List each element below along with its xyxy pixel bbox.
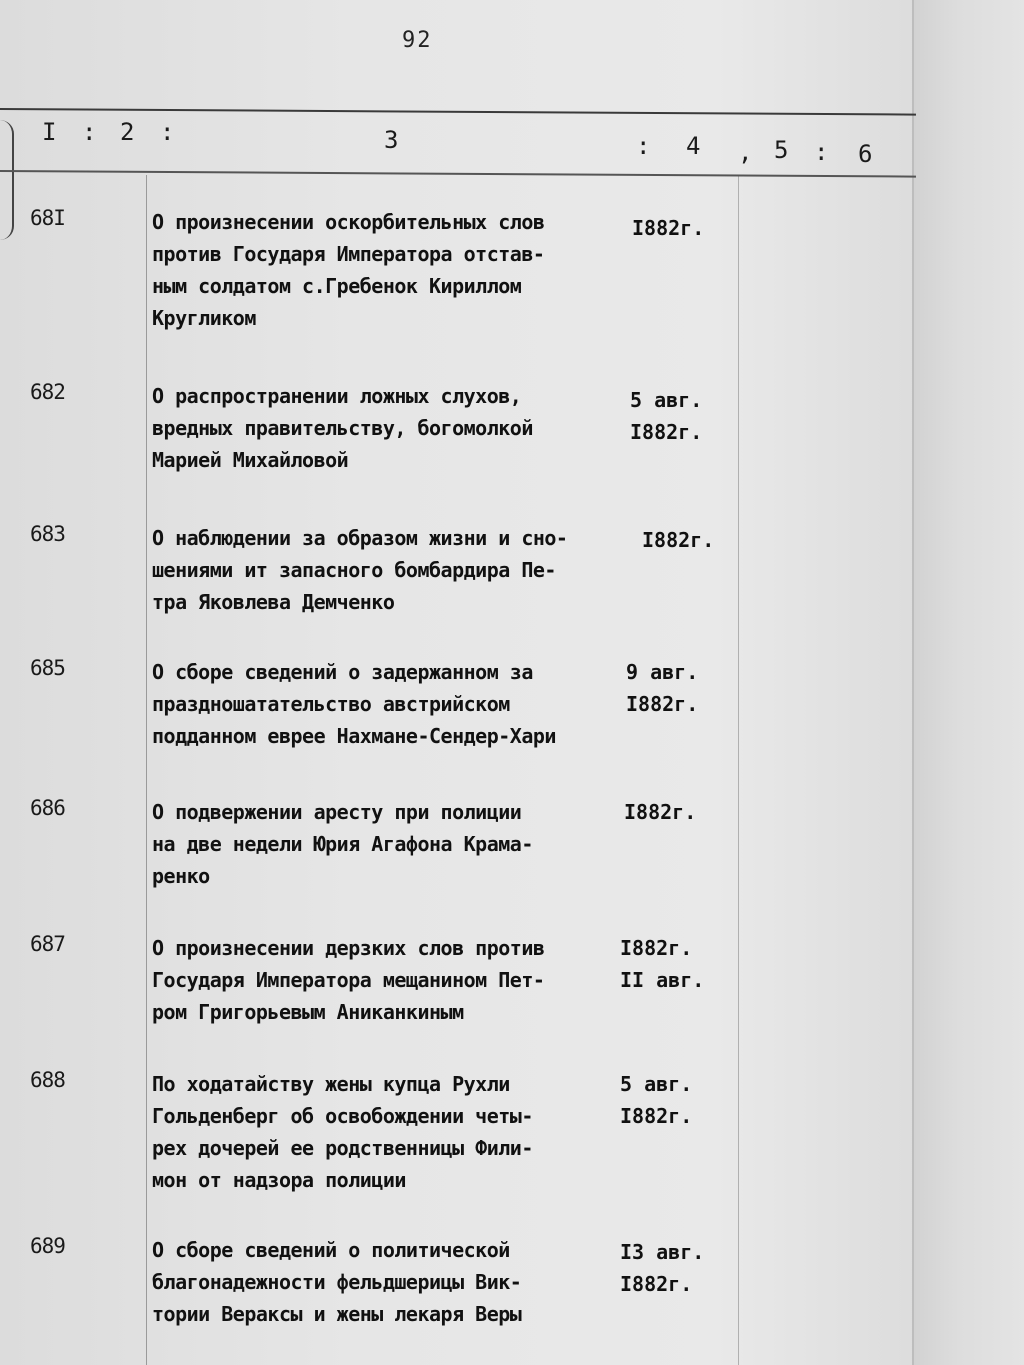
description-line: ром Григорьевым Аниканкиным — [152, 1000, 464, 1024]
record-date — [642, 524, 752, 556]
description-line: Гольденберг об освобождении четы- — [152, 1104, 533, 1128]
description-line: О произнесении оскорбительных слов — [152, 210, 545, 234]
header-rule-top — [0, 108, 916, 116]
description-line: ренко — [152, 864, 210, 888]
record-date — [626, 656, 736, 720]
column-separator: : — [636, 132, 651, 160]
column-number: 3 — [384, 126, 399, 154]
description-line: шениями ит запасного бомбардира Пе- — [152, 558, 556, 582]
date-line: 5 авг. — [620, 1072, 693, 1096]
record-number: 689 — [30, 1234, 65, 1258]
record-description — [152, 1068, 632, 1196]
column-number: 4 — [686, 132, 701, 160]
column-separator: : — [82, 118, 97, 146]
description-line: О произнесении дерзких слов против — [152, 936, 545, 960]
record-description — [152, 522, 632, 618]
description-line: О подвержении аресту при полиции — [152, 800, 522, 824]
header-rule-bottom — [0, 170, 916, 178]
date-line: 9 авг. — [626, 660, 699, 684]
column-number: 5 — [774, 136, 789, 164]
page-number: 92 — [402, 28, 433, 53]
record-number: 688 — [30, 1068, 65, 1092]
description-line: О наблюдении за образом жизни и сно- — [152, 526, 568, 550]
description-line: благонадежности фельдшерицы Вик- — [152, 1270, 522, 1294]
date-line: 5 авг. — [630, 388, 703, 412]
date-line: I882г. — [620, 1272, 693, 1296]
column-divider — [146, 175, 147, 1365]
date-line: I882г. — [624, 800, 697, 824]
record-date — [624, 796, 734, 828]
description-line: мон от надзора полиции — [152, 1168, 406, 1192]
column-separator: : — [160, 118, 175, 146]
record-number: 686 — [30, 796, 65, 820]
date-line: I3 авг. — [620, 1240, 705, 1264]
binder-curve — [0, 120, 14, 240]
description-line: О распространении ложных слухов, — [152, 384, 522, 408]
page-margin — [912, 0, 1024, 1365]
column-divider — [738, 175, 739, 1365]
record-description — [152, 380, 632, 476]
date-line: I882г. — [630, 420, 703, 444]
column-separator: : — [814, 138, 829, 166]
record-description — [152, 1234, 632, 1330]
date-line: II авг. — [620, 968, 705, 992]
date-line: I882г. — [642, 528, 715, 552]
description-line: По ходатайству жены купца Рухли — [152, 1072, 510, 1096]
column-separator: , — [738, 138, 753, 166]
date-line: I882г. — [620, 936, 693, 960]
description-line: О сборе сведений о задержанном за — [152, 660, 533, 684]
record-number: 687 — [30, 932, 65, 956]
record-date — [620, 932, 730, 996]
record-description — [152, 796, 632, 892]
description-line: Государя Императора мещанином Пет- — [152, 968, 545, 992]
date-line: I882г. — [626, 692, 699, 716]
date-line: I882г. — [620, 1104, 693, 1128]
record-number: 683 — [30, 522, 65, 546]
description-line: против Государя Императора отстав- — [152, 242, 545, 266]
date-line: I882г. — [632, 216, 705, 240]
record-description — [152, 932, 632, 1028]
description-line: Марией Михайловой — [152, 448, 349, 472]
description-line: О сборе сведений о политической — [152, 1238, 510, 1262]
record-description — [152, 206, 632, 334]
record-date — [632, 212, 742, 244]
description-line: Кругликом — [152, 306, 256, 330]
description-line: вредных правительству, богомолкой — [152, 416, 533, 440]
column-number: 6 — [858, 140, 873, 168]
record-description — [152, 656, 632, 752]
record-date — [620, 1068, 730, 1132]
column-number: I — [42, 118, 57, 146]
record-number: 685 — [30, 656, 65, 680]
record-number: 68I — [30, 206, 65, 230]
record-date — [620, 1236, 730, 1300]
description-line: тории Вераксы и жены лекаря Веры — [152, 1302, 522, 1326]
description-line: на две недели Юрия Агафона Крама- — [152, 832, 533, 856]
record-date — [630, 384, 740, 448]
column-number: 2 — [120, 118, 135, 146]
record-number: 682 — [30, 380, 65, 404]
description-line: тра Яковлева Демченко — [152, 590, 395, 614]
description-line: ным солдатом с.Гребенок Кириллом — [152, 274, 522, 298]
description-line: подданном еврее Нахмане-Сендер-Хари — [152, 724, 556, 748]
description-line: праздношатательство австрийском — [152, 692, 510, 716]
description-line: рех дочерей ее родственницы Фили- — [152, 1136, 533, 1160]
